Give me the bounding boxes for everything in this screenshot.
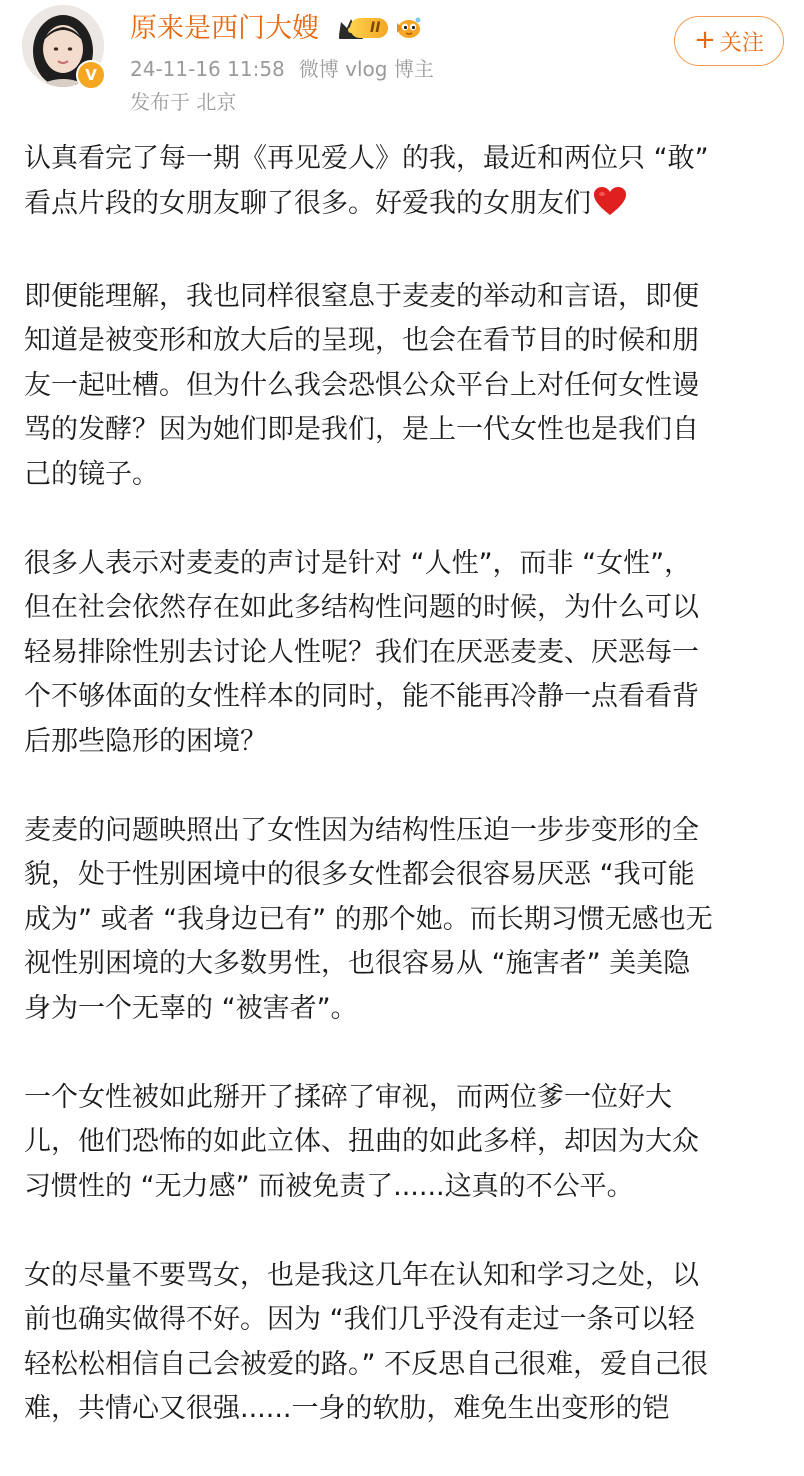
text-line-content: 看点片段的女朋友聊了很多。好爱我的女朋友们 (24, 187, 591, 219)
text-line: 即便能理解，我也同样很窒息于麦麦的举动和言语，即便 (24, 280, 699, 312)
post-paragraph-6 (24, 1254, 782, 1432)
text-line: 轻松松相信自己会被爱的路。” 不反思自己很难，爱自己很 (24, 1348, 709, 1380)
verified-badge-icon: V (76, 60, 106, 90)
text-line: 个不够体面的女性样本的同时，能不能再冷静一点看看背 (24, 681, 699, 712)
author-badges (336, 14, 424, 42)
post-source: 微博 vlog 博主 (298, 57, 434, 81)
post-location: 发布于 北京 (130, 90, 237, 114)
text-line: 貌，处于性别困境中的很多女性都会很容易厌恶 “我可能 (24, 859, 695, 890)
text-line: 儿，他们恐怖的如此立体、扭曲的如此多样，却因为大众 (24, 1126, 699, 1157)
post-paragraph-3 (24, 542, 782, 765)
text-line: 视性别困境的大多数男性，也很容易从 “施害者” 美美隐 (24, 948, 691, 979)
text-line: 友一起吐槽。但为什么我会恐惧公众平台上对任何女性谩 (24, 369, 699, 401)
text-line: 很多人表示对麦麦的声讨是针对 “人性”，而非 “女性”， (24, 547, 692, 579)
post-body (24, 137, 782, 1476)
text-line: 麦麦的问题映照出了女性因为结构性压迫一步步变形的全 (24, 814, 699, 846)
text-line: 后那些隐形的困境？ (24, 725, 267, 757)
text-line: 身为一个无辜的 “被害者”。 (24, 992, 358, 1024)
fish-mascot-icon[interactable] (394, 14, 424, 42)
text-line: 前也确实做得不好。因为 “我们几乎没有走过一条可以轻 (24, 1304, 695, 1335)
post-paragraph-2 (24, 275, 782, 498)
text-line: 成为” 或者 “我身边已有” 的那个她。而长期习惯无感也无 (24, 903, 713, 935)
follow-label: 关注 (719, 30, 764, 56)
text-line: 骂的发酵？因为她们即是我们，是上一代女性也是我们自 (24, 414, 699, 445)
text-line: 习惯性的 “无力感” 而被免责了......这真的不公平。 (24, 1170, 634, 1202)
post-paragraph-4 (24, 809, 782, 1032)
post-timestamp: 24-11-16 11:58 (130, 57, 285, 81)
text-line: 但在社会依然存在如此多结构性问题的时候，为什么可以 (24, 592, 699, 623)
text-line: 认真看完了每一期《再见爱人》的我，最近和两位只 “敢” (24, 143, 709, 174)
post-header (0, 0, 804, 130)
plus-icon: + (694, 25, 716, 55)
post-paragraph-5 (24, 1076, 782, 1210)
text-line: 女的尽量不要骂女，也是我这几年在认知和学习之处，以 (24, 1259, 699, 1291)
member-badge[interactable] (336, 15, 388, 41)
text-line: 知道是被变形和放大后的呈现，也会在看节目的时候和朋 (24, 325, 699, 356)
text-line (24, 182, 782, 231)
post-paragraph-1 (24, 137, 782, 230)
text-line: 轻易排除性别去讨论人性呢？我们在厌恶麦麦、厌恶每一 (24, 636, 699, 668)
text-line: 一个女性被如此掰开了揉碎了审视，而两位爹一位好大 (24, 1081, 672, 1113)
follow-button[interactable] (674, 16, 784, 66)
level-tag: II (350, 18, 388, 38)
text-line: 难，共情心又很强......一身的软肋，难免生出变形的铠 (24, 1393, 670, 1424)
red-heart-icon (593, 186, 627, 231)
author-name[interactable]: 原来是西门大嫂 (130, 13, 319, 44)
text-line: 己的镜子。 (24, 458, 159, 490)
post-meta (130, 56, 434, 82)
